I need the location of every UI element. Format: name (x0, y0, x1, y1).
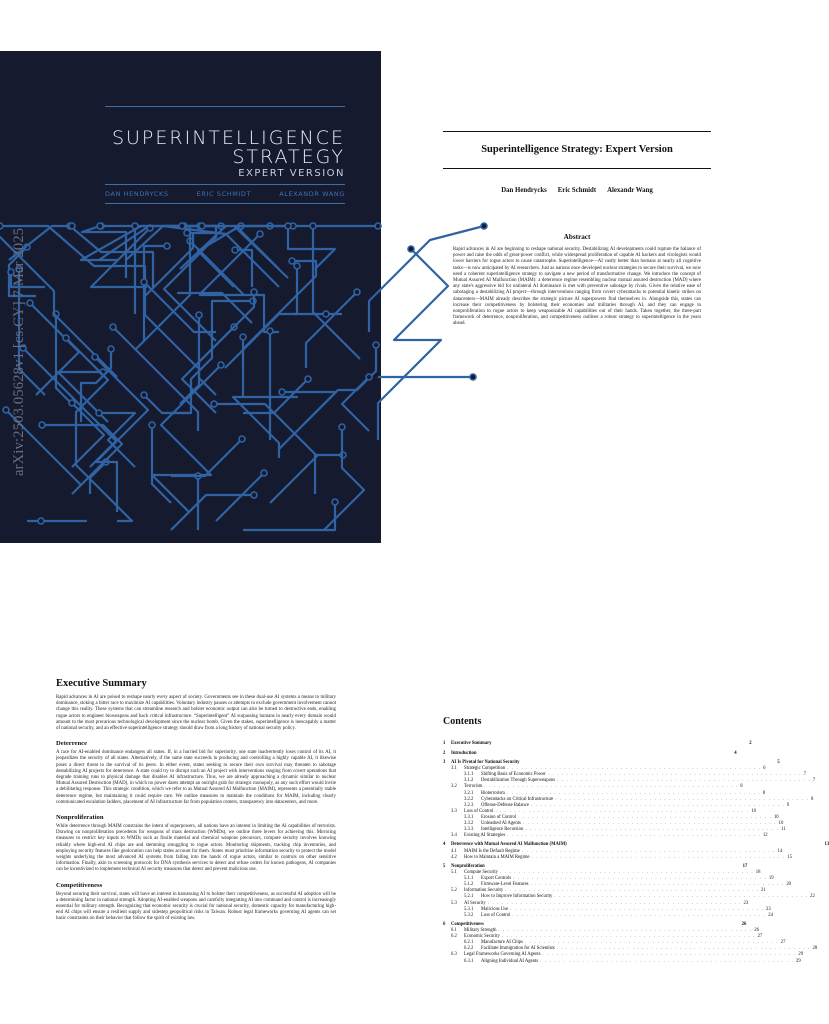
paper-author: Alexandr Wang (607, 187, 653, 194)
circuit-node (310, 223, 316, 229)
toc-entry-number: 6.3 (451, 952, 457, 958)
toc-leader-dots: . . . . . . . . . . . . . . . . . . . . . . . . . . . . . . . . . . . . . . . . . . . . . . . . . . . . . . (506, 790, 761, 796)
circuit-trace (182, 327, 234, 413)
executive-summary-page (56, 678, 336, 1024)
toc-entry[interactable] (443, 854, 792, 861)
circuit-node (240, 334, 246, 340)
toc-entry-page: 20 (786, 882, 791, 888)
toc-entry-page: 28 (812, 946, 818, 952)
toc-entry-title: Intelligence Recursion (481, 826, 524, 832)
toc-leader-dots: . . . . . . . . . . . . . . . . . . . . . . . . . . . . . . . . . . . . . . . . . . . . . . . . . . . . . . (495, 808, 750, 814)
circuit-node (149, 422, 155, 428)
summary-intro: Rapid advances in AI are poised to reshape nearly every aspect of society. Governments see in these dual-use AI systems a means to military dominance, stoking a bitter race to maximize AI capabilities. Voluntary industry pauses or attempts to exclude government involvement cannot change this reality. These systems that can streamline research and bolster economic output can also be turned to destructive ends, enabling rogue actors to engineer bioweapons and hack critical infrastructure. “Superintelligent” AI surpassing humans in nearly every domain would amount to the most precarious technological development since the nuclear bomb. Given the stakes, superintelligence is inescapably a matter of national security, and an effective superintelligence strategy should draw from a long history of national security policy. (56, 695, 336, 732)
toc-entry-number: 5.2 (451, 888, 457, 894)
circuit-node (232, 247, 238, 253)
contents-list (443, 741, 829, 965)
circuit-trace (152, 365, 221, 512)
toc-entry-page: 21 (760, 888, 766, 894)
toc-entry-page: 6 (763, 766, 766, 772)
cover-subtitle: EXPERT VERSION (238, 168, 345, 179)
toc-entry-number: 4.1 (451, 848, 457, 854)
toc-entry-title: Manufacture AI Chips (481, 940, 523, 946)
toc-entry[interactable] (443, 958, 801, 965)
circuit-node (279, 389, 285, 395)
toc-entry-number: 4.2 (451, 854, 457, 860)
circuit-node (285, 223, 291, 229)
circuit-trace (315, 455, 343, 494)
circuit-node (141, 279, 147, 285)
circuit-node (339, 424, 345, 430)
toc-entry-number: 3.3 (451, 808, 457, 814)
circuit-node (354, 289, 360, 295)
toc-entry-page: 18 (755, 870, 761, 876)
toc-entry[interactable] (443, 750, 737, 757)
toc-entry-title: Economic Security (464, 934, 500, 940)
circuit-node (108, 346, 114, 352)
toc-entry-page: 23 (743, 900, 749, 906)
circuit-trace (378, 249, 448, 440)
cover-title-line-2: STRATEGY (232, 146, 345, 168)
toc-leader-dots (478, 751, 732, 757)
toc-entry-page: 22 (810, 894, 815, 900)
toc-leader-dots: . . . . . . . . . . . . . . . . . . . . . . . . . . . . . . . . . . . . . . . . . . . . . . . . . . . . . . (531, 854, 786, 860)
toc-leader-dots: . . . . . . . . . . . . . . . . . . . . . . . . . . . . . . . . . . . . . . . . . . . . . . . . . . . . . . (507, 832, 761, 838)
toc-entry-title: Existing AI Strategies (464, 832, 506, 838)
toc-entry[interactable] (443, 741, 752, 747)
toc-entry-page: 17 (742, 864, 748, 870)
circuit-trace (214, 404, 317, 503)
circuit-node (96, 410, 102, 416)
cover-top-rule (105, 106, 345, 107)
toc-leader-dots (494, 741, 748, 747)
circuit-node (211, 401, 217, 407)
toc-leader-dots: . . . . . . . . . . . . . . . . . . . . . . . . . . . . . . . . . . . . . . . . . . . . . . . . . . . . . . (498, 928, 753, 934)
toc-entry-title: Strategic Competition (464, 766, 506, 772)
subsection-heading: Competitiveness (56, 881, 103, 889)
toc-entry-page: 27 (757, 934, 763, 940)
circuit-node (199, 223, 205, 229)
toc-entry-page: 26 (754, 928, 759, 934)
toc-leader-dots: . . . . . . . . . . . . . . . . . . . . . . . . . . . . . . . . . . . . . . . . . . . . . . . . . . . . . . (512, 912, 767, 918)
title-page (443, 131, 711, 328)
toc-entry-title: AI Is Pivotal for National Security (451, 760, 520, 766)
toc-entry-title: Malicious Use (481, 906, 509, 912)
contents-title: Contents (443, 716, 482, 727)
toc-entry-page: 23 (766, 906, 771, 912)
cover-page (0, 51, 381, 543)
circuit-node (110, 324, 116, 330)
circuit-node (164, 243, 170, 249)
toc-leader-dots: . . . . . . . . . . . . . . . . . . . . . . . . . . . . . . . . . . . . . . . . . . . . . . . . . . . . . . (525, 826, 780, 832)
toc-entry-number: 3 (443, 760, 446, 766)
subsection-heading: Deterrence (56, 740, 87, 748)
toc-entry-number: 3.2.2 (464, 796, 474, 802)
toc-entry-page: 10 (773, 814, 779, 820)
toc-entry-title: Executive Summary (451, 741, 492, 746)
toc-entry-title: Shifting Basis of Economic Power (481, 772, 546, 778)
toc-leader-dots: . . . . . . . . . . . . . . . . . . . . . . . . . . . . . . . . . . . . . . . . . . . . . . . . . . . . . . (507, 766, 762, 772)
subsection-text: While deterrence through MAIM constrains the intent of superpowers, all nations have an interest in limiting the AI capabilities of terrorists. Drawing on nonproliferation precedents for weapons of mass destruction (WMDs), we outline three levers for achieving this. Mirroring measures to restrict key inputs to WMDs such as fissile material and chemical weapons precursors, compute security involves knowing reliably where high-end AI chips are and stemming smuggling to rogue actors. Monitoring shipments, tracking chip inventories, and employing security features like geolocation can help states account for them. States must prioritize information security to protect the model weights underlying the most advanced AI systems from falling into the hands of rogue actors, similar to controls on other sensitive information. Finally, akin to screening protocols for DNA synthesis services to detect and refuse orders for known pathogens, AI companies can be incentivized to implement technical AI security measures that detect and prevent malicious use. (56, 824, 336, 873)
toc-leader-dots: . . . . . . . . . . . . . . . . . . . . . . . . . . . . . . . . . . . . . . . . . . . . . . . . . . . . . . (554, 894, 809, 900)
circuit-node (289, 258, 295, 264)
toc-entry-title: Compute Security (464, 870, 498, 876)
toc-entry-page: 29 (795, 958, 801, 964)
circuit-node (63, 335, 69, 341)
toc-entry-page: 8 (811, 796, 814, 802)
toc-entry-number: 6.2 (451, 934, 457, 940)
circuit-node (69, 223, 75, 229)
circuit-traces (0, 223, 487, 530)
toc-entry-number: 3.2.1 (464, 790, 474, 796)
toc-entry-number: 5.3 (451, 900, 457, 906)
toc-entry-number: 3.2 (451, 784, 457, 790)
toc-entry-page: 11 (781, 826, 786, 832)
subsection-text: A race for AI-enabled dominance endangers all states. If, in a hurried bid for superiority, one state inadvertently loses control of its AI, it jeopardizes the security of all states. Alternatively, if the same state succeeds in producing and controlling a highly capable AI, it likewise poses a direct threat to the survival of its peers. In either event, states seeking to secure their own survival may threaten to sabotage destabilizing AI projects for deterrence. A state could try to disrupt such an AI project with interventions ranging from covert operations that degrade training runs to physical damage that disables AI infrastructure. Thus, we are already approaching a dynamic similar to nuclear Mutual Assured Destruction (MAD), in which no power dares attempt an outright grab for strategic monopoly, as any such effort would invite a debilitating response. This strategic condition, which we refer to as Mutual Assured AI Malfunction (MAIM), represents a potentially stable deterrence regime, but maintaining it could require care. We outline measures to maintain the conditions for MAIM, including clearly communicated escalation ladders, placement of AI infrastructure far from population centers, transparency into datacenters, and more. (56, 750, 336, 805)
toc-leader-dots: . . . . . . . . . . . . . . . . . . . . . . . . . . . . . . . . . . . . . . . . . . . . . . . . . . . . . . (499, 870, 754, 876)
title-bottom-rule (443, 168, 711, 169)
toc-entry[interactable] (443, 912, 773, 919)
toc-entry-title: Unleashed AI Agents (481, 820, 521, 826)
circuit-node (375, 223, 381, 229)
toc-entry-title: Cyberattacks on Critical Infrastructure (481, 796, 554, 802)
cover-middle-rule (105, 184, 345, 185)
toc-entry-title: Introduction (451, 750, 477, 756)
circuit-node (184, 230, 190, 236)
toc-entry-page: 24 (768, 912, 773, 918)
toc-entry-number: 6.1 (451, 928, 457, 934)
subsection-text: Beyond securing their survival, states will have an interest in harnessing AI to bolster their competitiveness, as successful AI adoption will be a determining factor in national strength. Adopting AI-enabled weapons and carefully integrating AI into command and control is increasingly essential for military strength. Recognizing that economic security is crucial for national security, domestic capacity for manufacturing high-end AI chips will ensure a resilient supply and sidestep geopolitical risks in Taiwan. Robust legal frameworks governing AI agents can set basic constraints on their behavior that follow the spirit of existing law. (56, 891, 336, 922)
toc-entry-title: Export Controls (481, 876, 512, 882)
toc-entry-page: 8 (740, 784, 743, 790)
toc-entry-number: 5.2.1 (464, 894, 474, 900)
circuit-node (267, 328, 273, 334)
toc-entry-number: 3.3.1 (464, 814, 474, 820)
toc-leader-dots: . . . . . . . . . . . . . . . . . . . . . . . . . . . . . . . . . . . . . . . . . . . . . . . . . . . . . . (542, 952, 797, 958)
toc-entry-title: Competitiveness (451, 922, 484, 928)
toc-entry-page: 4 (734, 750, 737, 756)
toc-entry-title: Aligning Individual AI Agents (481, 958, 539, 964)
circuit-node (305, 376, 311, 382)
toc-entry-page: 5 (777, 760, 780, 766)
toc-entry-number: 6.2.2 (464, 946, 474, 952)
toc-entry-number: 3.1.2 (464, 778, 474, 784)
cover-author: DAN HENDRYCKS (105, 190, 169, 198)
toc-entry-title: Bioterrorism (481, 790, 505, 796)
circuit-node (366, 374, 372, 380)
toc-leader-dots: . . . . . . . . . . . . . . . . . . . . . . . . . . . . . . . . . . . . . . . . . . . . . . . . . . . . . . (484, 784, 739, 790)
toc-entry-page: 27 (780, 940, 786, 946)
toc-entry-page: 7 (803, 772, 806, 778)
toc-leader-dots: . . . . . . . . . . . . . . . . . . . . . . . . . . . . . . . . . . . . . . . . . . . . . . . . . . . . . . (505, 888, 759, 894)
toc-entry-number: 3.3.2 (464, 820, 474, 826)
toc-entry-title: Facilitate Immigration for AI Scientists (481, 946, 555, 952)
toc-leader-dots: . . . . . . . . . . . . . . . . . . . . . . . . . . . . . . . . . . . . . . . . . . . . . . . . . . . . . . (513, 876, 767, 882)
circuit-node (373, 342, 379, 348)
toc-entry-page: 19 (768, 876, 774, 882)
toc-entry-number: 2 (443, 750, 446, 756)
circuit-node (257, 231, 263, 237)
toc-entry-number: 1 (443, 741, 446, 746)
paper-author: Dan Hendrycks (501, 187, 547, 194)
circuit-trace (324, 427, 364, 530)
toc-leader-dots: . . . . . . . . . . . . . . . . . . . . . . . . . . . . . . . . . . . . . . . . . . . . . . . . . . . . . . (510, 906, 765, 912)
toc-entry-title: Military Strength (464, 928, 497, 934)
toc-leader-dots: . . . . . . . . . . . . . . . . . . . . . . . . . . . . . . . . . . . . . . . . . . . . . . . . . . . . . . (501, 934, 756, 940)
paper-title: Superintelligence Strategy: Expert Version (481, 144, 673, 155)
toc-leader-dots: . . . . . . . . . . . . . . . . . . . . . . . . . . . . . . . . . . . . . . . . . . . . . . . . . . . . . . (530, 882, 785, 888)
toc-entry-title: Offense-Defense Balance (481, 802, 529, 808)
toc-entry[interactable] (443, 832, 768, 839)
circuit-node (470, 374, 476, 380)
circuit-node (3, 407, 9, 413)
toc-leader-dots: . . . . . . . . . . . . . . . . . . . . . . . . . . . . . . . . . . . . . . . . . . . . . . . . . . . . . . (522, 820, 777, 826)
abstract-text: Rapid advances in AI are beginning to reshape national security. Destabilizing AI developments could rupture the balance of power and raise the odds of great-power conflict, while widespread proliferation of capable AI hackers and virologists would lower barriers for rogue actors to cause catastrophe. Superintelligence—AI vastly better than humans at nearly all cognitive tasks—is now anticipated by AI researchers. Just as nations once developed nuclear strategies to secure their survival, we now need a coherent superintelligence strategy to navigate a new period of transformative change. We introduce the concept of Mutual Assured AI Malfunction (MAIM): a deterrence regime resembling nuclear mutual assured destruction (MAD) where any state's aggressive bid for unilateral AI dominance is met with preventive sabotage by rivals. Given the relative ease of sabotaging a destabilizing AI project—through interventions ranging from covert cyberattacks to potential kinetic strikes on datacenters—MAIM already describes the strategic picture AI superpowers find themselves in. Alongside this, states can increase their competitiveness by bolstering their economies and militaries through AI, and they can engage in nonproliferation to rogue actors to keep weaponizable AI capabilities out of their hands. Taken together, the three-part framework of deterrence, nonproliferation, and competitiveness outlines a robust strategy to superintelligence in the years ahead. (453, 247, 701, 327)
toc-entry-page: 13 (824, 842, 829, 848)
toc-entry-number: 3.1.1 (464, 772, 474, 778)
toc-entry-page: 12 (762, 832, 768, 838)
toc-leader-dots: . . . . . . . . . . . . . . . . . . . . . . . . . . . . . . . . . . . . . . . . . . . . . . . . . . . . . . (555, 796, 810, 802)
circuit-trace (342, 377, 369, 431)
toc-entry-number: 3.1 (451, 766, 457, 772)
toc-entry-title: Information Security (464, 888, 504, 894)
paper-author: Eric Schmidt (557, 187, 597, 194)
circuit-node (332, 499, 338, 505)
toc-leader-dots: . . . . . . . . . . . . . . . . . . . . . . . . . . . . . . . . . . . . . . . . . . . . . . . . . . . . . . (524, 940, 779, 946)
circuit-node (408, 246, 414, 252)
toc-entry-page: 10 (778, 820, 784, 826)
circuit-trace (225, 266, 297, 368)
circuit-board-artwork (0, 51, 381, 543)
toc-entry-title: Loss of Control (464, 808, 494, 814)
toc-entry-title: MAIM Is the Default Regime (464, 848, 520, 854)
circuit-node (323, 311, 329, 317)
toc-entry-title: Erosion of Control (481, 814, 517, 820)
toc-leader-dots: . . . . . . . . . . . . . . . . . . . . . . . . . . . . . . . . . . . . . . . . . . . . . . . . . . . . . . (521, 848, 776, 854)
toc-entry-page: 14 (777, 848, 783, 854)
toc-entry-number: 3.2.3 (464, 802, 474, 808)
cover-author: ERIC SCHMIDT (196, 190, 252, 198)
circuit-node (69, 400, 75, 406)
toc-entry-page: 8 (762, 790, 766, 796)
toc-entry-number: 6.3.1 (464, 958, 474, 964)
cover-authors (105, 190, 345, 198)
circuit-node (239, 436, 245, 442)
toc-entry-title: Loss of Control (481, 912, 511, 918)
toc-leader-dots: . . . . . . . . . . . . . . . . . . . . . . . . . . . . . . . . . . . . . . . . . . . . . . . . . . . . . . (547, 772, 802, 778)
arxiv-identifier: arXiv:2503.05628v1 [cs.CY] 7 Mar 2025 (11, 227, 27, 476)
circuit-trace (313, 226, 360, 359)
circuit-node (38, 518, 44, 524)
circuit-node (251, 289, 257, 295)
toc-entry-title: Nonproliferation (451, 864, 485, 870)
toc-entry-title: Terrorism (464, 784, 483, 790)
cover-author: ALEXANDR WANG (279, 190, 345, 198)
toc-leader-dots: . . . . . . . . . . . . . . . . . . . . . . . . . . . . . . . . . . . . . . . . . . . . . . . . . . . . . . (556, 946, 811, 952)
circuit-trace (243, 502, 335, 530)
toc-leader-dots: . . . . . . . . . . . . . . . . . . . . . . . . . . . . . . . . . . . . . . . . . . . . . . . . . . . . . . (530, 802, 785, 808)
circuit-node (0, 223, 3, 229)
circuit-node (196, 312, 202, 318)
cover-bottom-rule (105, 203, 345, 204)
toc-leader-dots: . . . . . . . . . . . . . . . . . . . . . . . . . . . . . . . . . . . . . . . . . . . . . . . . . . . . . . (540, 958, 794, 964)
toc-entry-page: 2 (749, 741, 752, 746)
contents-page (443, 716, 829, 1024)
toc-entry-number: 3.4 (451, 832, 457, 838)
circuit-node (179, 223, 185, 229)
toc-entry-title: Firmware-Level Features (481, 882, 529, 888)
toc-leader-dots: . . . . . . . . . . . . . . . . . . . . . . . . . . . . . . . . . . . . . . . . . . . . . . . . . . . . . . (518, 814, 772, 820)
circuit-node (294, 263, 300, 269)
subsection-heading: Nonproliferation (56, 814, 104, 822)
cover-title-line-1: SUPERINTELLIGENCE (111, 127, 345, 149)
toc-entry-title: AI Security (464, 900, 486, 906)
toc-entry-number: 5.1.1 (464, 876, 474, 882)
toc-entry-title: Destabilization Through Superweapons (481, 778, 556, 784)
circuit-trace (113, 327, 198, 431)
toc-entry-page: 10 (751, 808, 756, 814)
toc-leader-dots: . . . . . . . . . . . . . . . . . . . . . . . . . . . . . . . . . . . . . . . . . . . . . . . . . . . . . . (487, 900, 742, 906)
circuit-node (97, 223, 103, 229)
toc-entry-title: Deterrence with Mutual Assured AI Malfunction (MAIM) (451, 842, 567, 848)
title-top-rule (443, 131, 711, 132)
toc-entry-number: 5 (443, 864, 446, 870)
abstract-heading: Abstract (563, 233, 591, 241)
toc-entry-title: How to Maintain a MAIM Regime (464, 854, 530, 860)
toc-entry-number: 6 (443, 922, 446, 928)
toc-leader-dots: . . . . . . . . . . . . . . . . . . . . . . . . . . . . . . . . . . . . . . . . . . . . . . . . . . . . . . (557, 778, 811, 784)
toc-entry-number: 5.3.1 (464, 906, 474, 912)
circuit-trace (234, 226, 378, 278)
toc-entry-page: 15 (787, 854, 792, 860)
circuit-node (251, 492, 257, 498)
circuit-node (92, 354, 98, 360)
toc-entry-page: 7 (812, 778, 816, 784)
section-title: Executive Summary (56, 678, 147, 689)
toc-entry-number: 5.1.2 (464, 882, 474, 888)
paper-authors (443, 187, 711, 194)
toc-entry-number: 5.3.2 (464, 912, 474, 918)
toc-entry-title: Legal Frameworks Governing AI Agents (464, 952, 541, 958)
toc-entry-number: 4 (443, 842, 446, 848)
circuit-trace (23, 348, 116, 467)
toc-entry-page: 29 (798, 952, 804, 958)
circuit-node (218, 362, 224, 368)
toc-entry-page: 26 (741, 922, 747, 928)
toc-entry-number: 6.2.1 (464, 940, 474, 946)
circuit-node (261, 470, 267, 476)
circuit-trace (171, 495, 254, 530)
toc-entry-number: 3.3.3 (464, 826, 474, 832)
circuit-node (39, 422, 45, 428)
toc-entry-page: 9 (786, 802, 790, 808)
toc-entry-number: 5.1 (451, 870, 457, 876)
circuit-node (141, 392, 147, 398)
toc-entry-title: How to Improve Information Security (481, 894, 553, 900)
